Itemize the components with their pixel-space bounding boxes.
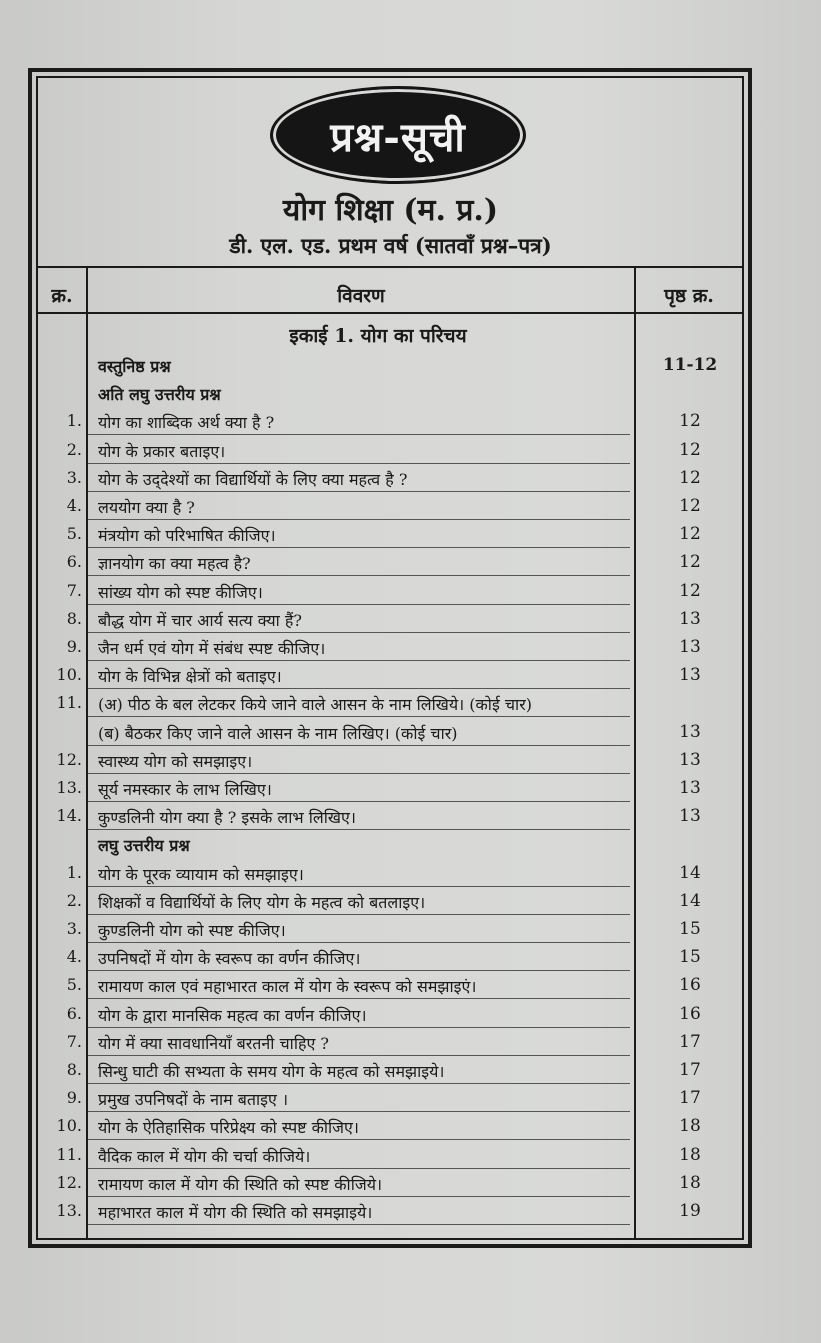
item-number: 4. — [66, 947, 82, 967]
item-number: 8. — [66, 1060, 82, 1079]
item-page: 18 — [679, 1172, 701, 1193]
item-page: 13 — [679, 749, 701, 770]
list-item — [38, 465, 742, 493]
item-page: 18 — [679, 1116, 701, 1137]
item-page: 13 — [679, 721, 701, 742]
item-number: 10. — [56, 665, 82, 685]
title-logo-oval — [270, 86, 526, 184]
item-page: 17 — [679, 1060, 701, 1080]
item-text: ज्ञानयोग का क्या महत्व है? — [98, 554, 251, 574]
item-number: 6. — [66, 1003, 82, 1023]
row-rule — [88, 801, 630, 802]
list-item — [38, 803, 742, 831]
row-rule — [88, 970, 630, 971]
row-rule — [88, 660, 630, 661]
item-number: 4. — [66, 496, 82, 515]
row-rule — [88, 1027, 630, 1028]
row-rule — [88, 1168, 630, 1169]
item-text: सिन्धु घाटी की सभ्यता के समय योग के महत्व को समझाइये। — [98, 1062, 445, 1081]
item-text: प्रमुख उपनिषदों के नाम बताइए । — [98, 1090, 289, 1110]
item-number: 14. — [56, 806, 82, 826]
item-text: कुण्डलिनी योग क्या है ? इसके लाभ लिखिए। — [98, 808, 356, 828]
row-rule — [88, 575, 630, 576]
list-item — [38, 549, 742, 577]
item-page: 12 — [679, 496, 701, 516]
list-item — [38, 606, 742, 634]
header-num: क्र. — [51, 285, 73, 307]
item-page: 13 — [679, 665, 701, 686]
list-item — [38, 1085, 742, 1113]
row-rule — [88, 745, 630, 746]
item-text: स्वास्थ्य योग को समझाइए। — [98, 751, 253, 771]
item-text: (ब) बैठकर किए जाने वाले आसन के नाम लिखिए। (कोई चार) — [98, 723, 458, 743]
item-page: 12 — [679, 411, 701, 432]
list-item — [38, 775, 742, 803]
item-text: शिक्षकों व विद्यार्थियों के लिए योग के महत्व को बतलाइए। — [98, 892, 426, 912]
section-row — [38, 352, 742, 380]
item-number: 7. — [66, 580, 82, 600]
item-text: योग के विभिन्न क्षेत्रों को बताइए। — [98, 667, 282, 687]
item-text: (अ) पीठ के बल लेटकर किये जाने वाले आसन के नाम लिखिये। (कोई चार) — [98, 695, 532, 715]
item-number: 3. — [66, 919, 82, 938]
row-rule — [88, 1196, 630, 1197]
item-text: योग के ऐतिहासिक परिप्रेक्ष्य को स्पष्ट कीजिए। — [98, 1118, 359, 1138]
section-row — [38, 831, 742, 859]
item-number: 13. — [56, 1201, 82, 1220]
item-page: 16 — [679, 975, 701, 996]
item-number: 12. — [56, 749, 82, 769]
item-text: महाभारत काल में योग की स्थिति को समझाइये। — [98, 1203, 373, 1222]
row-rule — [88, 1111, 630, 1112]
item-page: 13 — [679, 637, 701, 657]
item-page: 13 — [679, 778, 701, 798]
book-title: योग शिक्षा (म. प्र.) — [282, 193, 499, 228]
item-page: 17 — [679, 1088, 701, 1109]
item-page: 18 — [679, 1144, 701, 1165]
row-rule — [88, 914, 630, 915]
row-rule — [88, 463, 630, 464]
table-top-rule — [36, 266, 744, 268]
list-item — [38, 916, 742, 944]
list-item — [38, 888, 742, 916]
item-page: 17 — [679, 1031, 701, 1052]
item-page: 14 — [679, 890, 701, 911]
list-item — [38, 1142, 742, 1170]
list-item — [38, 634, 742, 662]
item-number: 2. — [66, 890, 82, 910]
item-number: 1. — [66, 411, 82, 431]
row-rule — [88, 716, 630, 717]
row-rule — [88, 886, 630, 887]
list-item — [38, 690, 742, 718]
row-rule — [88, 1083, 630, 1084]
item-text: मंत्रयोग को परिभाषित कीजिए। — [98, 526, 276, 546]
list-item — [38, 1170, 742, 1198]
list-item — [38, 521, 742, 549]
item-text: लययोग क्या है ? — [98, 498, 195, 517]
row-rule — [88, 688, 630, 689]
item-page: 12 — [679, 524, 701, 545]
section-label: अति लघु उत्तरीय प्रश्न — [98, 385, 221, 405]
item-text: योग का शाब्दिक अर्थ क्या है ? — [98, 413, 275, 433]
row-rule — [88, 1224, 630, 1225]
item-text: सूर्य नमस्कार के लाभ लिखिए। — [98, 780, 272, 799]
item-text: कुण्डलिनी योग को स्पष्ट कीजिए। — [98, 921, 286, 940]
section-label: लघु उत्तरीय प्रश्न — [98, 836, 190, 856]
item-page: 13 — [679, 806, 701, 827]
row-rule — [88, 547, 630, 548]
item-page: 12 — [679, 467, 701, 488]
list-item — [38, 1198, 742, 1226]
item-number: 2. — [66, 439, 82, 459]
list-item — [38, 944, 742, 972]
item-text: बौद्ध योग में चार आर्य सत्य क्या हैं? — [98, 610, 302, 630]
list-item — [38, 1001, 742, 1029]
item-number: 10. — [56, 1116, 82, 1136]
list-item — [38, 408, 742, 436]
item-number: 13. — [56, 778, 82, 797]
row-rule — [88, 1055, 630, 1056]
item-number: 11. — [56, 693, 82, 713]
list-item — [38, 972, 742, 1000]
item-number: 11. — [56, 1144, 82, 1164]
row-rule — [88, 773, 630, 774]
list-item — [38, 1057, 742, 1085]
item-text: सांख्य योग को स्पष्ट कीजिए। — [98, 582, 263, 602]
list-item — [38, 747, 742, 775]
section-label: वस्तुनिष्ठ प्रश्न — [98, 357, 171, 376]
item-text: योग के उद्‌देश्यों का विद्यार्थियों के लिए क्या महत्व है ? — [98, 469, 408, 489]
item-page: 16 — [679, 1003, 701, 1024]
item-number: 5. — [66, 975, 82, 995]
item-page: 13 — [679, 608, 701, 629]
list-item — [38, 719, 742, 747]
row-rule — [88, 604, 630, 605]
item-number: 8. — [66, 608, 82, 628]
item-text: योग के द्वारा मानसिक महत्व का वर्णन कीजिए। — [98, 1005, 367, 1025]
list-item — [38, 860, 742, 888]
item-page: 12 — [679, 552, 701, 573]
list-item — [38, 493, 742, 521]
item-number: 3. — [66, 467, 82, 487]
item-page: 15 — [679, 919, 701, 939]
item-number: 9. — [66, 1088, 82, 1108]
item-text: योग में क्या सावधानियाँ बरतनी चाहिए ? — [98, 1033, 329, 1053]
header-page: पृष्ठ क्र. — [664, 285, 714, 307]
row-rule — [88, 519, 630, 520]
list-item — [38, 1113, 742, 1141]
row-rule — [88, 942, 630, 943]
item-page: 15 — [679, 947, 701, 968]
row-rule — [88, 491, 630, 492]
list-item — [38, 437, 742, 465]
row-rule — [88, 632, 630, 633]
row-rule — [88, 1139, 630, 1140]
item-page: 11-12 — [662, 355, 718, 375]
row-rule — [88, 829, 630, 830]
item-page: 12 — [679, 580, 701, 601]
list-item — [38, 662, 742, 690]
row-rule — [88, 434, 630, 435]
item-number: 12. — [56, 1172, 82, 1192]
item-text: जैन धर्म एवं योग में संबंध स्पष्ट कीजिए। — [98, 639, 326, 658]
section-row — [38, 380, 742, 408]
item-text: योग के प्रकार बताइए। — [98, 441, 226, 461]
item-text: उपनिषदों में योग के स्वरूप का वर्णन कीजिए। — [98, 949, 361, 969]
item-number: 5. — [66, 524, 82, 544]
header-desc: विवरण — [337, 285, 385, 307]
header-bottom-rule — [36, 312, 744, 314]
item-text: रामायण काल एवं महाभारत काल में योग के स्वरूप को समझाइएं। — [98, 977, 477, 997]
item-text: रामायण काल में योग की स्थिति को स्पष्ट कीजिये। — [98, 1174, 383, 1194]
item-number: 9. — [66, 637, 82, 656]
item-number: 1. — [66, 862, 82, 882]
list-item — [38, 578, 742, 606]
unit-heading: इकाई 1. योग का परिचय — [289, 325, 467, 347]
logo-text: प्रश्न-सूची — [330, 113, 466, 161]
list-item — [38, 1029, 742, 1057]
item-number: 6. — [66, 552, 82, 572]
row-rule — [88, 998, 630, 999]
item-text: योग के पूरक व्यायाम को समझाइए। — [98, 864, 304, 884]
book-subtitle: डी. एल. एड. प्रथम वर्ष (सातवाँ प्रश्न–पत्र) — [229, 233, 552, 258]
item-text: वैदिक काल में योग की चर्चा कीजिये। — [98, 1146, 311, 1166]
item-page: 14 — [679, 862, 701, 883]
item-number: 7. — [66, 1031, 82, 1051]
item-page: 19 — [679, 1201, 701, 1221]
item-page: 12 — [679, 439, 701, 460]
